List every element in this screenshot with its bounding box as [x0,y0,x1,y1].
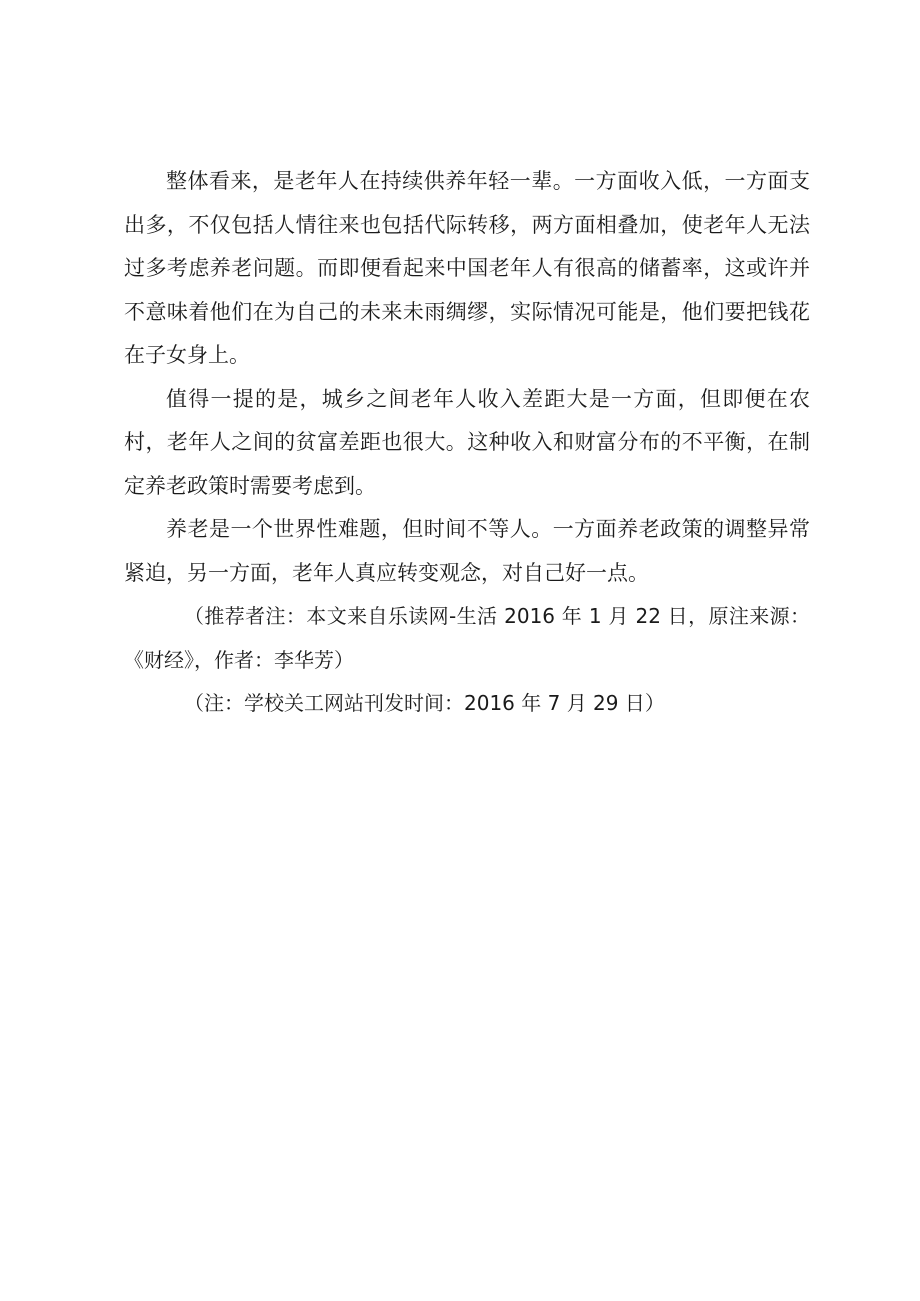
document-body [124,160,810,726]
paragraph-income-gap: 值得一提的是，城乡之间老年人收入差距大是一方面，但即便在农村，老年人之间的贫富差距也很大。这种收入和财富分布的不平衡，在制定养老政策时需要考虑到。 [124,386,810,498]
paragraph-global-challenge: 养老是一个世界性难题，但时间不等人。一方面养老政策的调整异常紧迫，另一方面，老年人真应转变观念，对自己好一点。 [124,517,810,585]
recommender-note: （推荐者注：本文来自乐读网-生活 2016 年 1 月 22 日，原注来源：《财经》，作者：李华芳） [124,604,810,672]
publish-date-note: （注：学校关工网站刊发时间：2016 年 7 月 29 日） [184,691,665,715]
paragraph-elderly-support: 整体看来，是老年人在持续供养年轻一辈。一方面收入低，一方面支出多，不仅包括人情往来也包括代际转移，两方面相叠加，使老年人无法过多考虑养老问题。而即便看起来中国老年人有很高的储蓄率，这或许并不意味着他们在为自己的未来未雨绸缪，实际情况可能是，他们要把钱花在子女身上。 [124,169,810,367]
